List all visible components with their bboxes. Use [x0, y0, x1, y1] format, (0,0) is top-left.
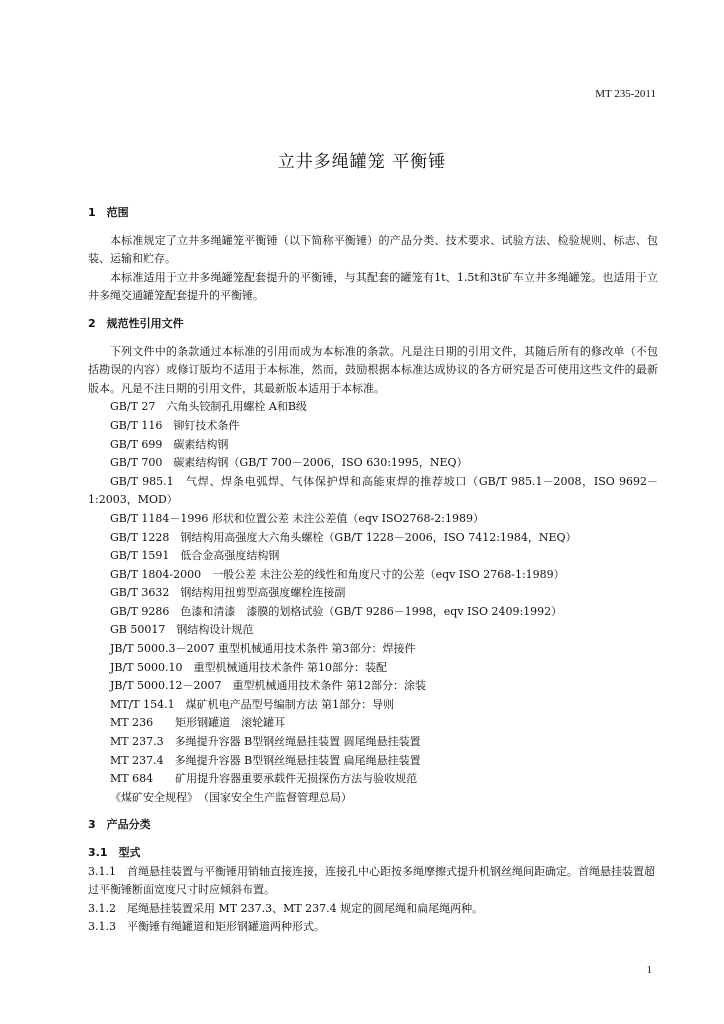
section-1-heading: 1 范围	[88, 206, 129, 219]
document-body	[88, 204, 658, 937]
clause-3-1-1: 3.1.1 首绳悬挂装置与平衡锤用销轴直接连接，连接孔中心距按多绳摩擦式提升机钢丝绳间距确定。首绳悬挂装置超过平衡锤断面宽度尺寸时应倾斜布置。	[88, 864, 655, 897]
reference-item: JB/T 5000.10 重型机械通用技术条件 第10部分：装配	[110, 660, 388, 674]
section-2-intro: 下列文件中的条款通过本标准的引用而成为本标准的条款。凡是注日期的引用文件，其随后所有的修改单（不包括勘误的内容）或修订版均不适用于本标准，然而，鼓励根据本标准达成协议的各方研究是否可使用这些文件的最新版本。凡是不注日期的引用文件，其最新版本适用于本标准。	[88, 344, 658, 395]
reference-item: JB/T 5000.12－2007 重型机械通用技术条件 第12部分：涂装	[110, 679, 427, 693]
reference-item: GB/T 699 碳素结构钢	[110, 437, 229, 451]
reference-item: GB/T 1184－1996 形状和位置公差 未注公差值（eqv ISO2768-2:1989）	[110, 511, 484, 525]
section-3-heading: 3 产品分类	[88, 818, 151, 832]
reference-item: GB/T 3632 钢结构用扭剪型高强度螺栓连接副	[110, 586, 346, 600]
section-1-paragraph-2: 本标准适用于立井多绳罐笼配套提升的平衡锤，与其配套的罐笼有1t、1.5t和3t矿车立井多绳罐笼。也适用于立井多绳交通罐笼配套提升的平衡锤。	[88, 270, 658, 303]
reference-item: MT 236 矩形钢罐道 滚轮罐耳	[110, 716, 286, 730]
reference-item: GB/T 700 碳素结构钢（GB/T 700－2006，ISO 630:1995，NEQ）	[110, 456, 468, 470]
document-title: 立井多绳罐笼 平衡锤	[277, 152, 447, 172]
standard-code: MT 235-2011	[595, 88, 656, 100]
reference-item: GB/T 9286 色漆和清漆 漆膜的划格试验（GB/T 9286－1998，eqv ISO 2409:1992）	[110, 604, 563, 618]
section-1-paragraph-1: 本标准规定了立井多绳罐笼平衡锤（以下简称平衡锤）的产品分类、技术要求、试验方法、检验规则、标志、包装、运输和贮存。	[88, 233, 658, 266]
reference-item: MT 237.4 多绳提升容器 B型钢丝绳悬挂装置 扁尾绳悬挂装置	[110, 753, 421, 767]
section-2-heading: 2 规范性引用文件	[88, 316, 184, 330]
clause-3-1-2: 3.1.2 尾绳悬挂装置采用 MT 237.3、MT 237.4 规定的圆尾绳和扁尾绳两种。	[88, 901, 484, 915]
reference-item: GB/T 985.1 气焊、焊条电弧焊、气体保护焊和高能束焊的推荐坡口（GB/T 985.1－2008，ISO 9692－1:2003，MOD）	[88, 474, 658, 507]
reference-item: MT 684 矿用提升容器重要承载件无损探伤方法与验收规范	[110, 772, 418, 786]
clause-3-1-3: 3.1.3 平衡锤有绳罐道和矩形钢罐道两种形式。	[88, 920, 325, 934]
reference-item: GB/T 27 六角头铰制孔用螺栓 A和B级	[110, 400, 307, 414]
reference-list	[88, 398, 658, 807]
reference-item: 《煤矿安全规程》 （国家安全生产监督管理总局）	[110, 790, 352, 804]
reference-item: GB 50017 钢结构设计规范	[110, 623, 254, 637]
reference-item: GB/T 116 铆钉技术条件	[110, 418, 240, 432]
page-number: 1	[646, 964, 652, 976]
reference-item: MT/T 154.1 煤矿机电产品型号编制方法 第1部分：导则	[110, 697, 395, 711]
reference-item: GB/T 1804-2000 一般公差 未注公差的线性和角度尺寸的公差（eqv ISO 2768-1:1989）	[110, 567, 565, 581]
section-3-1-heading: 3.1 型式	[88, 846, 141, 859]
reference-item: JB/T 5000.3－2007 重型机械通用技术条件 第3部分：焊接件	[110, 642, 416, 656]
reference-item: GB/T 1228 钢结构用高强度大六角头螺栓（GB/T 1228－2006，ISO 7412:1984，NEQ）	[110, 530, 577, 544]
reference-item: GB/T 1591 低合金高强度结构钢	[110, 549, 280, 563]
reference-item: MT 237.3 多绳提升容器 B型钢丝绳悬挂装置 圆尾绳悬挂装置	[110, 735, 421, 749]
